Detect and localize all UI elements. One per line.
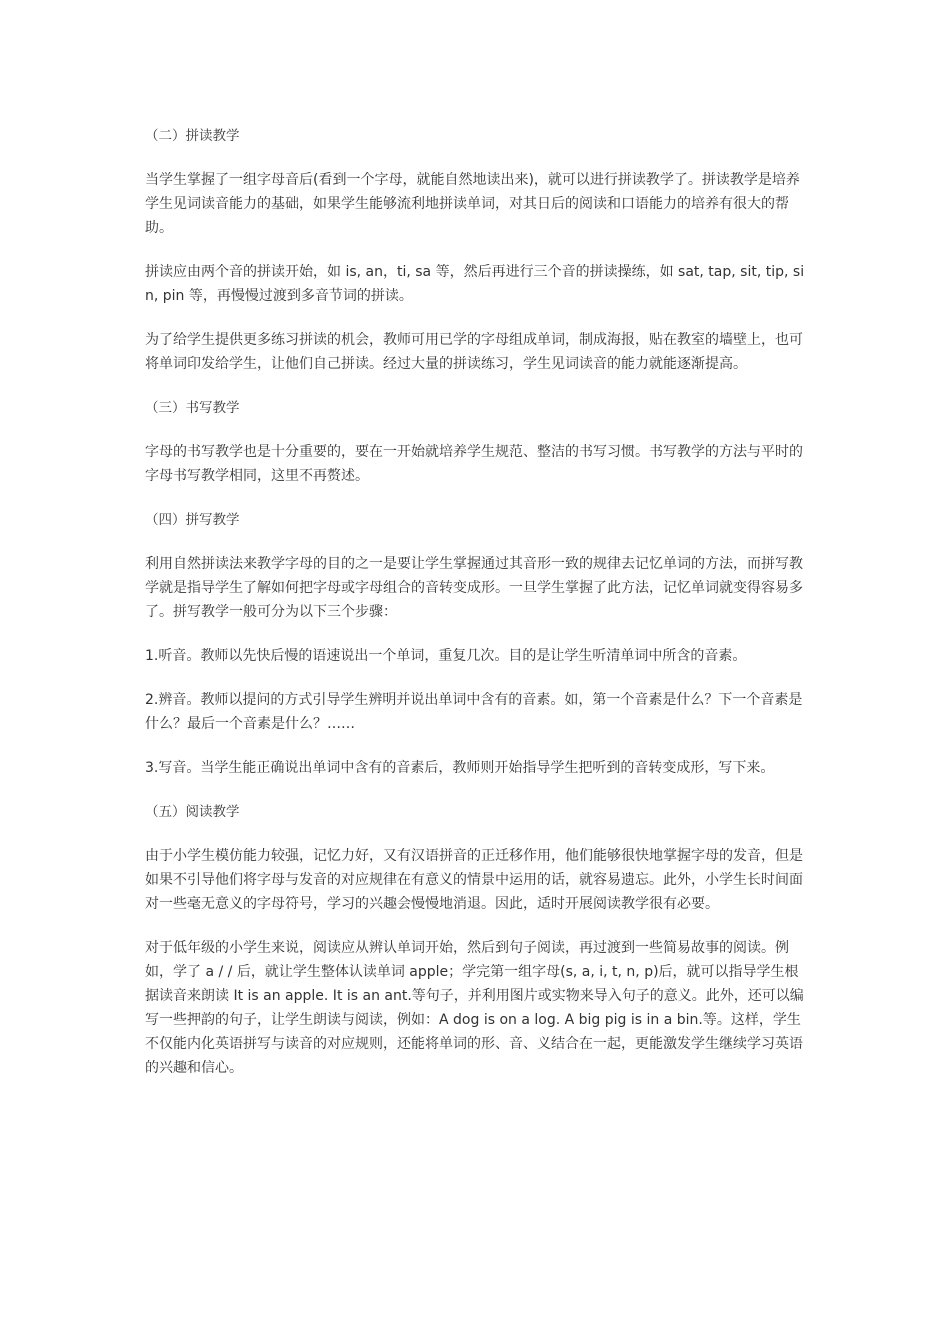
section-reading (145, 800, 810, 1080)
section-spelling (145, 508, 810, 780)
step-distinguish: 2.辨音。教师以提问的方式引导学生辨明并说出单词中含有的音素。如，第一个音素是什么？下一个音素是什么？最后一个音素是什么？…… (145, 692, 803, 732)
section-heading: （五）阅读教学 (145, 804, 240, 820)
paragraph: 字母的书写教学也是十分重要的，要在一开始就培养学生规范、整洁的书写习惯。书写教学的方法与平时的字母书写教学相同，这里不再赘述。 (145, 444, 803, 484)
section-heading: （四）拼写教学 (145, 512, 240, 528)
paragraph: 由于小学生模仿能力较强，记忆力好，又有汉语拼音的正迁移作用，他们能够很快地掌握字母的发音，但是如果不引导他们将字母与发音的对应规律在有意义的情景中运用的话，就容易遗忘。此外，小学生长时间面对一些毫无意义的字母符号，学习的兴趣会慢慢地消退。因此，适时开展阅读教学很有必要。 (145, 848, 803, 912)
section-writing (145, 396, 810, 488)
section-heading: （二）拼读教学 (145, 128, 240, 144)
paragraph: 拼读应由两个音的拼读开始，如 is, an，ti, sa 等，然后再进行三个音的拼读操练，如 sat, tap, sit, tip, sin, pin 等，再慢慢过渡到多音节词的拼读。 (145, 264, 805, 304)
document-body (145, 124, 810, 1080)
step-write: 3.写音。当学生能正确说出单词中含有的音素后，教师则开始指导学生把听到的音转变成形，写下来。 (145, 760, 775, 776)
paragraph: 为了给学生提供更多练习拼读的机会，教师可用已学的字母组成单词，制成海报，贴在教室的墙壁上，也可将单词印发给学生，让他们自己拼读。经过大量的拼读练习，学生见词读音的能力就能逐渐提高。 (145, 332, 803, 372)
section-heading: （三）书写教学 (145, 400, 240, 416)
step-listen: 1.听音。教师以先快后慢的语速说出一个单词，重复几次。目的是让学生听清单词中所含的音素。 (145, 648, 747, 664)
section-pinyin-reading (145, 124, 810, 376)
paragraph: 对于低年级的小学生来说，阅读应从辨认单词开始，然后到句子阅读，再过渡到一些简易故事的阅读。例如，学了 a / / 后，就让学生整体认读单词 apple；学完第一组字母(s, a, i, t, n, p)后，就可以指导学生根据读音来朗读 It is an apple. It is an ant.等句子，并利用图片或实物来导入句子的意义。此外，还可以编写一些押韵的句子，让学生朗读与阅读，例如：A dog is on a log. A big pig is in a bin.等。这样，学生不仅能内化英语拼写与读音的对应规则，还能将单词的形、音、义结合在一起，更能激发学生继续学习英语的兴趣和信心。 (145, 940, 804, 1076)
paragraph: 当学生掌握了一组字母音后(看到一个字母，就能自然地读出来)，就可以进行拼读教学了。拼读教学是培养学生见词读音能力的基础，如果学生能够流利地拼读单词，对其日后的阅读和口语能力的培养有很大的帮助。 (145, 172, 800, 236)
paragraph: 利用自然拼读法来教学字母的目的之一是要让学生掌握通过其音形一致的规律去记忆单词的方法，而拼写教学就是指导学生了解如何把字母或字母组合的音转变成形。一旦学生掌握了此方法，记忆单词就变得容易多了。拼写教学一般可分为以下三个步骤： (145, 556, 803, 620)
